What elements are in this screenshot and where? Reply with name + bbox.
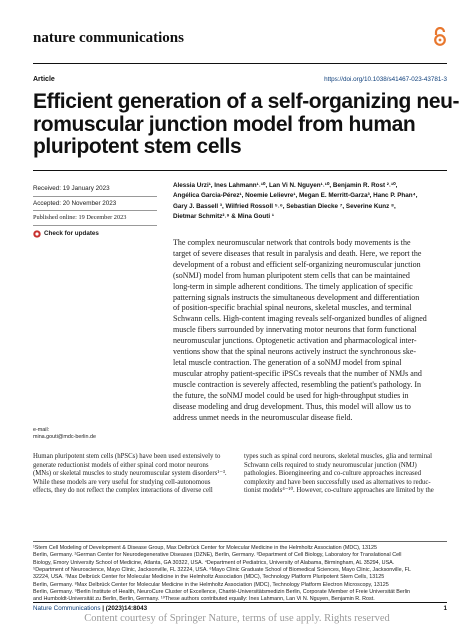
- body-line: generate reductionist models of either spinal cord motor neurons: [33, 461, 209, 469]
- published-date: Published online: 19 December 2023: [33, 211, 157, 226]
- accepted-date: Accepted: 20 November 2023: [33, 197, 157, 212]
- title-rule: [33, 170, 447, 171]
- footer-journal-link[interactable]: Nature Communications: [33, 605, 101, 612]
- body-column-right: [244, 453, 450, 496]
- abstract-line: muscle fibers surrounded by innervating motor neurons that form functional: [173, 325, 417, 335]
- article-title: [33, 90, 460, 159]
- publication-dates: [33, 182, 157, 241]
- author-list: [173, 181, 451, 223]
- footer-citation: [33, 605, 147, 612]
- doi-link[interactable]: https://doi.org/10.1038/s41467-023-43781-3: [324, 76, 447, 83]
- abstract-line: of position-specific brachial spinal neurons, skeletal muscles, and terminal: [173, 303, 412, 313]
- abstract-line: muscle contraction is severely affected, resembling the patient's pathology. In: [173, 379, 422, 389]
- check-for-updates-button[interactable]: [33, 226, 157, 241]
- received-date: Received: 19 January 2023: [33, 182, 157, 197]
- header-rule: [33, 63, 447, 64]
- affiliation-line: 32224, USA. ⁷Max Delbrück Center for Molecular Medicine in the Helmholtz Association (MDC), Technology Platform Pluripotent Stem Cells, 13125: [33, 574, 385, 581]
- check-for-updates-label: Check for updates: [44, 230, 99, 238]
- email-label: e-mail:: [33, 427, 50, 433]
- body-line: (MNs) or skeletal muscles to study neuromuscular system disorders¹⁻³.: [33, 470, 227, 477]
- abstract-line: letal muscle contraction. The generation of a soNMJ model from spinal: [173, 357, 402, 367]
- article-type: Article: [33, 76, 55, 83]
- body-line: complexity and have been successfully used as alternatives to reduc-: [244, 478, 431, 486]
- footer-volume: | (2023)14:8043: [100, 605, 148, 612]
- affiliation-line: Biology, Emory University School of Medicine, Atlanta, GA 30322, USA. ⁴Department of Pediatrics, University of Alabama, Birmingham, AL 35294, USA.: [33, 559, 395, 566]
- abstract-line: muscular atrophy patient-specific iPSCs reveals that the number of NMJs and: [173, 368, 422, 378]
- abstract-line: patterning signals instructs the simultaneous development and differentiation: [173, 292, 420, 302]
- copyright-watermark: Content courtesy of Springer Nature, terms of use apply. Rights reserved: [84, 613, 390, 624]
- author-line[interactable]: Alessia Urzi¹, Ines Lahmann¹˒¹⁰, Lan Vi N. Nguyen¹˒¹⁰, Benjamin R. Rost ²˒¹⁰,: [173, 182, 398, 189]
- open-access-icon: [433, 27, 447, 47]
- affiliation-line: ⁵Department of Neuroscience, Mayo Clinic, Jacksonville, FL 32224, USA. ⁶Mayo Clinic Graduate School of Biomedical Sciences, Mayo Clinic, Jacksonville, FL: [33, 567, 411, 574]
- author-line[interactable]: Gary J. Bassell ³, Wilfried Rossoll ⁵˒⁶, Sebastian Diecke ⁷, Severine Kunz ⁸,: [173, 202, 396, 210]
- corresponding-email: [33, 427, 96, 440]
- abstract-line: Schwann cells. High-content imaging reveals self-organized bundles of aligned: [173, 314, 427, 324]
- abstract-line: address unmet needs in the neuromuscular disease field.: [173, 412, 353, 422]
- body-column-left: [33, 453, 239, 496]
- abstract-line: long-term in simple adherent conditions. The timely application of specific: [173, 281, 413, 291]
- body-line: Schwann cells required to study neuromuscular junction (NMJ): [244, 461, 417, 469]
- journal-masthead[interactable]: nature communications: [33, 30, 184, 46]
- body-line: effects, they do not reflect the complex interactions of diverse cell: [33, 487, 213, 494]
- abstract: [173, 238, 451, 423]
- title-line: pluripotent stem cells: [33, 135, 242, 158]
- affiliation-line: Berlin, Germany. ⁹Berlin Institute of Health, NeuroCure Cluster of Excellence, Charité-Universitätsmedizin Berlin, Corporate Member of Freie Universität Berlin: [33, 589, 411, 596]
- body-line: tionist models⁴⁻¹⁰. However, co-culture approaches are limited by the: [244, 487, 434, 494]
- affiliation-rule: [33, 541, 447, 542]
- abstract-line: the future, the soNMJ model could be used for high-throughput studies in: [173, 390, 409, 400]
- abstract-line: development of a robust and efficient self-organizing neuromuscular junction: [173, 259, 421, 269]
- affiliation-line: ¹Stem Cell Modeling of Development & Disease Group, Max Delbrück Center for Molecular Medicine in the Helmholtz Association (MDC), 13125: [33, 545, 377, 551]
- title-line: romuscular junction model from human: [33, 112, 416, 136]
- check-updates-icon: [33, 230, 41, 238]
- body-line: Human pluripotent stem cells (hPSCs) have been used extensively to: [33, 453, 221, 460]
- body-line: pathologies. Bioengineering and co-culture approaches increased: [244, 470, 422, 477]
- abstract-line: disease modeling and drug development. Thus, this model will allow us to: [173, 401, 411, 411]
- page-number: 1: [443, 605, 447, 612]
- email-address[interactable]: mina.gouti@mdc-berlin.de: [33, 433, 97, 440]
- body-line: types such as spinal cord neurons, skeletal muscles, glia and terminal: [244, 453, 432, 460]
- abstract-line: ventions show that the spinal neurons actively instruct the synchronous ske-: [173, 347, 417, 357]
- affiliations: [33, 545, 453, 604]
- footer-rule: [33, 602, 447, 603]
- author-line[interactable]: Angélica Garcia-Pérez¹, Noemie Lelievre¹, Megan E. Merritt-Garza³, Hanc P. Phan⁴,: [173, 192, 418, 200]
- abstract-line: neuromuscular junctions. Optogenetic activation and pharmacological inter-: [173, 336, 417, 346]
- affiliation-line: Berlin, Germany. ⁸Max Delbrück Center for Molecular Medicine in the Helmholtz Association (MDC), Technology Platform Electron Microscopy, 13125: [33, 581, 389, 588]
- abstract-line: The complex neuromuscular network that controls body movements is the: [173, 238, 411, 247]
- body-line: While these models are very useful for studying cell-autonomous: [33, 478, 211, 486]
- affiliation-line: and Humboldt-Universität zu Berlin, Berlin, Germany. ¹⁰These authors contributed equally: Ines Lahmann, Lan Vi N. Nguyen, Benjamin R. Rost.: [33, 596, 375, 603]
- affiliation-line: Berlin, Germany. ²German Center for Neurodegenerative Diseases (DZNE), Berlin, Germany. ³Department of Cell Biology, Laboratory for Translational Cell: [33, 552, 402, 559]
- abstract-line: target of severe diseases that result in paralysis and death. Here, we report the: [173, 248, 422, 258]
- title-line: Efficient generation of a self-organizing neu-: [33, 90, 460, 113]
- abstract-line: (soNMJ) model from human pluripotent stem cells that can be maintained: [173, 270, 410, 280]
- author-line[interactable]: Dietmar Schmitz²˒⁹ & Mina Gouti ¹: [173, 213, 274, 221]
